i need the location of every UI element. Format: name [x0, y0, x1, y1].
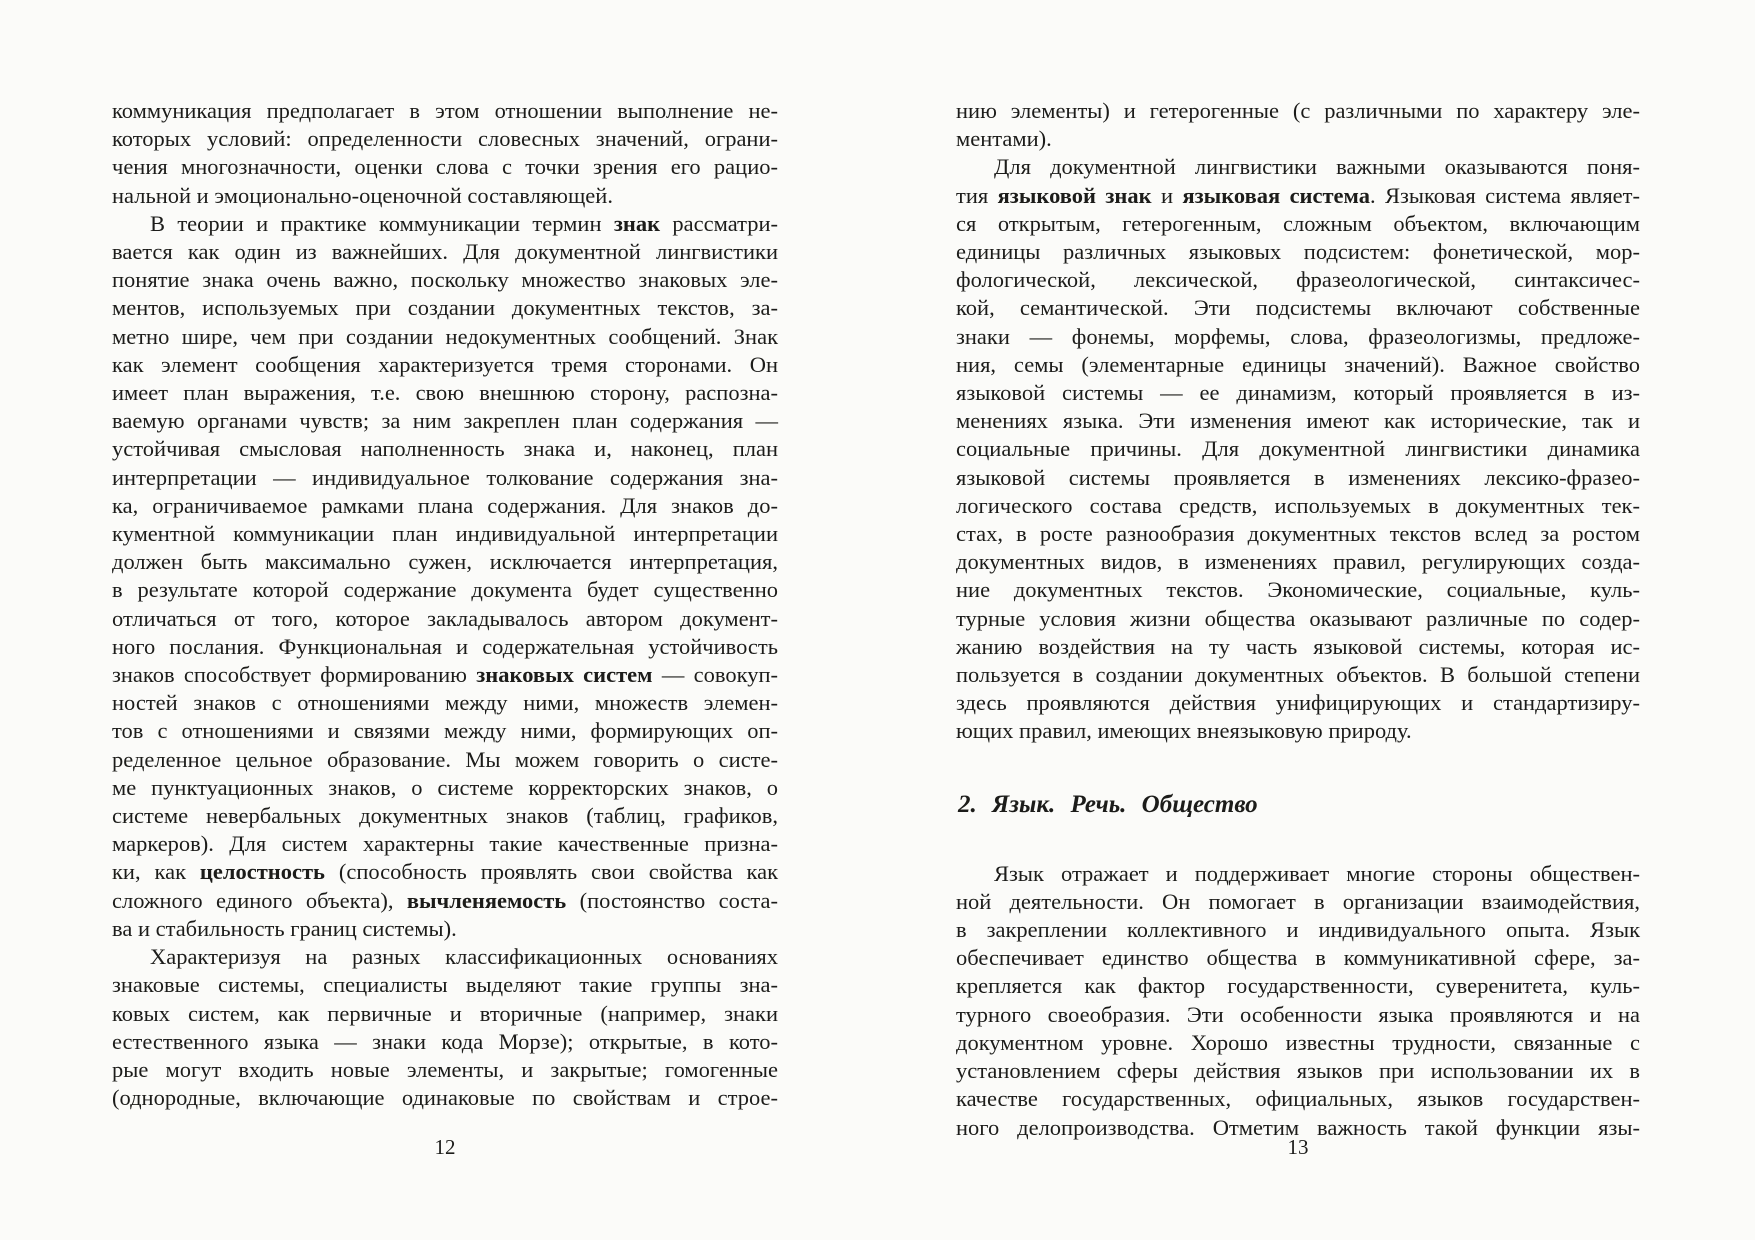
text-line: [112, 294, 778, 322]
text-line: [956, 492, 1640, 520]
term-bold: языковая система: [1182, 182, 1370, 208]
text-line: [112, 323, 778, 351]
text-line: [956, 435, 1640, 463]
text-run: ющих правил, имеющих внеязыковую природу.: [956, 718, 1412, 744]
text-line: [956, 97, 1640, 125]
text-run: коммуникация предполагает в этом отношении выполнение не-: [112, 98, 778, 123]
text-line: [112, 1000, 778, 1028]
text-line: [956, 125, 1640, 153]
text-run: турного своеобразия. Эти особенности языка проявляются и на: [956, 1001, 1640, 1027]
paragraph: [112, 210, 778, 943]
text-run: интерпретации — индивидуальное толкование содержания зна-: [112, 464, 778, 490]
text-run: ния, семы (элементарные единицы значений). Важное свойство: [956, 351, 1640, 377]
text-line: [112, 435, 778, 463]
text-line: [112, 1056, 778, 1084]
text-run: документных видов, в изменениях правил, регулирующих созда-: [956, 549, 1640, 575]
text-line: [956, 689, 1640, 717]
text-run: нию элементы) и гетерогенные (с различными по характеру эле-: [956, 98, 1640, 123]
text-run: знаков способствует формированию: [112, 662, 477, 688]
paragraph: [956, 860, 1640, 1142]
text-line: [112, 153, 778, 181]
text-line: [112, 830, 778, 858]
text-run: рые могут входить новые элементы, и закрытые; гомогенные: [112, 1056, 778, 1082]
text-line: [956, 1029, 1640, 1057]
text-run: ределенное цельное образование. Мы можем говорить о систе-: [112, 746, 778, 772]
text-line: [956, 860, 1640, 888]
text-line: [956, 944, 1640, 972]
text-run: — совокуп-: [652, 662, 778, 688]
text-line: [956, 464, 1640, 492]
text-line: [956, 972, 1640, 1000]
text-line: [112, 351, 778, 379]
paragraph: [956, 153, 1640, 745]
text-line: [956, 294, 1640, 322]
text-line: [956, 520, 1640, 548]
text-run: установлением сферы действия языков при использовании их в: [956, 1058, 1640, 1084]
text-line: [112, 887, 778, 915]
text-line: [112, 661, 778, 689]
term-bold: языковой знак: [997, 182, 1152, 208]
page-left-text: [112, 97, 778, 1112]
text-run: тов с отношениями и связями между ними, формирующих оп-: [112, 718, 778, 744]
page-number-right: 13: [1287, 1135, 1309, 1159]
text-line: [112, 464, 778, 492]
text-run: знаки — фонемы, морфемы, слова, фразеологизмы, предложе-: [956, 323, 1640, 349]
text-run: в результате которой содержание документа будет существенно: [112, 577, 778, 603]
text-line: [956, 633, 1640, 661]
text-line: [956, 548, 1640, 576]
text-line: [112, 492, 778, 520]
text-line: [112, 238, 778, 266]
text-line: [956, 1057, 1640, 1085]
text-run: которых условий: определенности словесных значений, ограни-: [112, 126, 778, 152]
text-run: ся открытым, гетерогенным, сложным объектом, включающим: [956, 210, 1640, 236]
text-run: (однородные, включающие одинаковые по свойствам и строе-: [112, 1085, 778, 1111]
text-run: крепляется как фактор государственности, суверенитета, куль-: [956, 973, 1640, 999]
text-run: ментами).: [956, 126, 1052, 152]
text-line: [956, 407, 1640, 435]
text-run: единицы различных языковых подсистем: фонетической, мор-: [956, 239, 1640, 265]
section-heading: 2. Язык. Речь. Общество: [958, 790, 1258, 818]
term-bold: вычленяемость: [406, 887, 567, 913]
text-run: жанию воздействия на ту часть языковой системы, которая ис-: [956, 633, 1640, 659]
text-run: в закреплении коллективного и индивидуального опыта. Язык: [956, 917, 1640, 943]
text-line: [956, 576, 1640, 604]
text-run: ние документных текстов. Экономические, социальные, куль-: [956, 577, 1640, 603]
text-line: [112, 689, 778, 717]
text-run: понятие знака очень важно, поскольку множество знаковых эле-: [112, 267, 778, 293]
text-run: В теории и практике коммуникации термин: [150, 210, 614, 236]
text-run: чения многозначности, оценки слова с точки зрения его рацио-: [112, 154, 778, 180]
term-bold: целостность: [199, 859, 325, 885]
text-line: [956, 661, 1640, 689]
text-run: турные условия жизни общества оказывают различные по содер-: [956, 605, 1640, 631]
text-line: [956, 182, 1640, 210]
text-line: [112, 717, 778, 745]
text-line: [112, 576, 778, 604]
text-line: [956, 153, 1640, 181]
text-run: менениях языка. Эти изменения имеют как исторические, так и: [956, 408, 1640, 434]
text-line: [112, 548, 778, 576]
text-run: ки, как: [112, 859, 200, 885]
text-line: [112, 520, 778, 548]
text-line: [112, 97, 778, 125]
text-line: [112, 633, 778, 661]
text-run: тия: [956, 182, 998, 208]
text-run: здесь проявляются действия унифицирующих и стандартизиру-: [956, 690, 1640, 716]
text-line: [112, 802, 778, 830]
text-run: ного делопроизводства. Отметим важность такой функции язы-: [956, 1114, 1640, 1140]
text-line: [112, 1028, 778, 1056]
text-line: [956, 605, 1640, 633]
text-run: имеет план выражения, т.е. свою внешнюю сторону, распозна-: [112, 380, 778, 406]
text-run: ностей знаков с отношениями между ними, множеств элемен-: [112, 690, 778, 716]
text-line: [112, 1084, 778, 1112]
text-line: [112, 266, 778, 294]
text-line: [956, 351, 1640, 379]
text-run: ного послания. Функциональная и содержательная устойчивость: [112, 633, 778, 659]
text-run: языковой системы проявляется в изменениях лексико-фразео-: [956, 464, 1640, 490]
text-run: естественного языка — знаки кода Морзе); открытые, в кото-: [112, 1028, 778, 1054]
text-run: ковых систем, как первичные и вторичные (например, знаки: [112, 1000, 778, 1026]
text-line: [956, 717, 1640, 745]
text-line: [112, 379, 778, 407]
text-run: метно шире, чем при создании недокументных сообщений. Знак: [112, 323, 778, 349]
text-line: [956, 323, 1640, 351]
page-number-left: 12: [434, 1135, 456, 1159]
text-line: [956, 916, 1640, 944]
text-run: ка, ограничиваемое рамками плана содержания. Для знаков до-: [112, 492, 778, 518]
text-run: фологической, лексической, фразеологической, синтаксичес-: [956, 267, 1640, 293]
text-run: кой, семантической. Эти подсистемы включают собственные: [956, 295, 1640, 321]
text-line: [112, 774, 778, 802]
paragraph: [112, 97, 778, 210]
text-line: [112, 971, 778, 999]
text-run: качестве государственных, официальных, языков государствен-: [956, 1086, 1640, 1112]
text-line: [956, 1085, 1640, 1113]
text-run: вается как один из важнейших. Для документной лингвистики: [112, 239, 778, 265]
text-run: стах, в росте разнообразия документных текстов вслед за ростом: [956, 521, 1640, 547]
term-bold: знаковых систем: [476, 662, 653, 688]
text-run: маркеров). Для систем характерны такие качественные призна-: [112, 831, 778, 857]
term-bold: знак: [613, 210, 661, 236]
text-run: ва и стабильность границ системы).: [112, 915, 457, 941]
text-line: [956, 238, 1640, 266]
text-run: сложного единого объекта),: [112, 887, 407, 913]
text-run: и: [1151, 182, 1183, 208]
page-right-text: [956, 97, 1640, 1142]
text-line: [956, 1001, 1640, 1029]
text-line: [956, 266, 1640, 294]
text-run: знаковые системы, специалисты выделяют такие группы зна-: [112, 972, 778, 998]
text-run: ной деятельности. Он помогает в организации взаимодействия,: [956, 888, 1640, 914]
text-run: Характеризуя на разных классификационных основаниях: [150, 944, 778, 970]
text-line: [112, 182, 778, 210]
text-run: языковой системы — ее динамизм, который проявляется в из-: [956, 380, 1640, 406]
text-line: [112, 943, 778, 971]
text-line: [112, 125, 778, 153]
text-run: Для документной лингвистики важными оказываются поня-: [994, 154, 1640, 180]
text-run: кументной коммуникации план индивидуальной интерпретации: [112, 521, 778, 547]
text-run: системе невербальных документных знаков (таблиц, графиков,: [112, 803, 778, 829]
text-line: [956, 888, 1640, 916]
text-line: [112, 858, 778, 886]
text-run: обеспечивает единство общества в коммуникативной сфере, за-: [956, 945, 1640, 971]
text-run: ваемую органами чувств; за ним закреплен план содержания —: [112, 408, 778, 434]
text-line: [956, 379, 1640, 407]
text-run: отличаться от того, которое закладывалось автором документ-: [112, 605, 778, 631]
text-run: Язык отражает и поддерживает многие стороны обществен-: [994, 860, 1640, 886]
text-line: [956, 210, 1640, 238]
text-run: должен быть максимально сужен, исключается интерпретация,: [112, 549, 778, 575]
text-run: рассматри-: [660, 210, 778, 236]
text-run: (способность проявлять свои свойства как: [324, 859, 779, 885]
text-run: как элемент сообщения характеризуется тремя сторонами. Он: [112, 351, 778, 377]
text-run: ме пунктуационных знаков, о системе корректорских знаков, о: [112, 774, 778, 800]
text-run: ментов, используемых при создании документных текстов, за-: [112, 295, 778, 321]
text-line: [112, 210, 778, 238]
paragraph: [956, 97, 1640, 153]
text-run: устойчивая смысловая наполненность знака и, наконец, план: [112, 436, 778, 462]
text-line: [112, 746, 778, 774]
text-line: [112, 915, 778, 943]
text-run: логического состава средств, используемых в документных тек-: [956, 492, 1640, 518]
text-line: [112, 407, 778, 435]
paragraph: [112, 943, 778, 1112]
text-run: нальной и эмоционально-оценочной составляющей.: [112, 182, 613, 208]
text-run: документном уровне. Хорошо известны трудности, связанные с: [956, 1029, 1640, 1055]
text-run: . Языковая система являет-: [1369, 182, 1640, 208]
text-run: пользуется в создании документных объектов. В большой степени: [956, 662, 1640, 688]
text-run: (постоянство соста-: [566, 887, 778, 913]
text-run: социальные причины. Для документной лингвистики динамика: [956, 436, 1640, 462]
text-line: [112, 605, 778, 633]
